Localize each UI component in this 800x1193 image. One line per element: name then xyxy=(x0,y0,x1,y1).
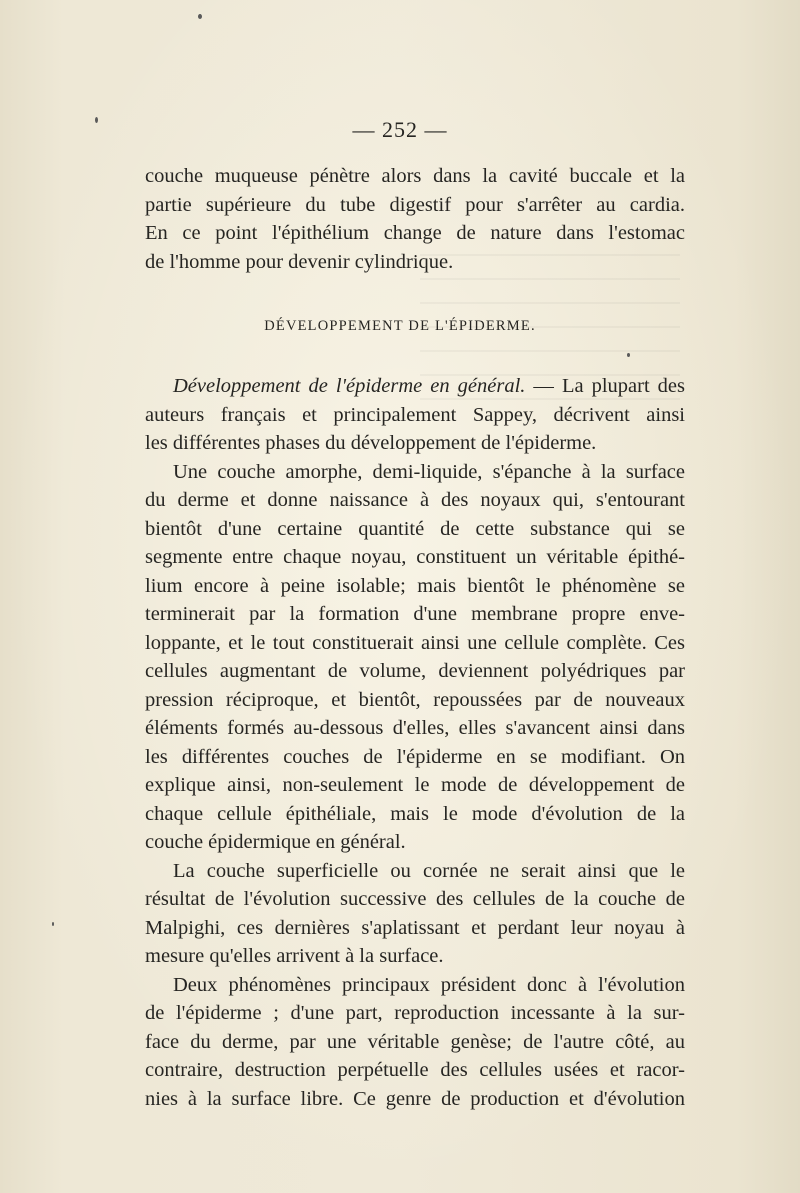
text-line: de l'épiderme ; d'une part, reproduction incessante à la sur- xyxy=(145,1002,685,1024)
text-line: nies à la surface libre. Ce genre de production et d'évolution xyxy=(145,1087,685,1110)
text-line: mesure qu'elles arrivent à la surface. xyxy=(145,945,444,967)
text-line: de l'homme pour devenir cylindrique. xyxy=(145,250,454,273)
text-line: partie supérieure du tube digestif pour s'arrêter au cardia. xyxy=(145,193,685,216)
text-line: pression réciproque, et bientôt, repoussées par de nouveaux xyxy=(145,688,685,711)
text-line: Malpighi, ces dernières s'aplatissant et perdant leur noyau à xyxy=(145,916,685,939)
text-line: éléments formés au-dessous d'elles, elles s'avancent ainsi dans xyxy=(145,717,685,739)
page-number: — 252 — xyxy=(352,117,448,142)
text-line: Une couche amorphe, demi-liquide, s'épanche à la surface xyxy=(173,460,685,483)
text-line: couche épidermique en général. xyxy=(145,831,406,853)
text-line: loppante, et le tout constituerait ainsi une cellule complète. Ces xyxy=(145,631,685,654)
text-line: explique ainsi, non-seulement le mode de développement de xyxy=(145,774,685,796)
text-line: face du derme, par une véritable genèse; de l'autre côté, au xyxy=(145,1030,685,1053)
text-line: du derme et donne naissance à des noyaux qui, s'entourant xyxy=(145,489,685,511)
paragraph xyxy=(145,971,685,1114)
paragraph-continued xyxy=(145,162,685,276)
paragraph-intro xyxy=(145,372,685,458)
text-run: — La plupart des xyxy=(525,375,685,397)
text-line: cellules augmentant de volume, deviennent polyédriques par xyxy=(145,660,685,682)
paragraph xyxy=(145,458,685,857)
text-line: auteurs français et principalement Sappey, décrivent ainsi xyxy=(145,403,685,426)
text-line: contraire, destruction perpétuelle des cellules usées et racor- xyxy=(145,1059,685,1081)
section-heading: DÉVELOPPEMENT DE L'ÉPIDERME. xyxy=(264,318,536,334)
text-line: résultat de l'évolution successive des cellules de la couche de xyxy=(145,888,685,910)
text-line xyxy=(145,372,685,401)
text-line: chaque cellule épithéliale, mais le mode d'évolution de la xyxy=(145,802,685,825)
text-line: les différentes phases du développement de l'épiderme. xyxy=(145,432,597,454)
text-line: terminerait par la formation d'une membrane propre enve- xyxy=(145,603,685,625)
paper-speck xyxy=(52,922,54,926)
paper-speck xyxy=(627,353,630,357)
paragraph xyxy=(145,857,685,971)
text-line: En ce point l'épithélium change de nature dans l'estomac xyxy=(145,222,685,244)
text-line: couche muqueuse pénètre alors dans la cavité buccale et la xyxy=(145,165,685,187)
text-line: bientôt d'une certaine quantité de cette substance qui se xyxy=(145,517,685,540)
italic-lead-title: Développement de l'épiderme en général. xyxy=(173,375,526,397)
text-line: segmente entre chaque noyau, constituent un véritable épithé- xyxy=(145,546,685,568)
paper-speck xyxy=(198,14,202,19)
text-line: les différentes couches de l'épiderme en se modifiant. On xyxy=(145,745,685,768)
text-line: lium encore à peine isolable; mais bientôt le phénomène se xyxy=(145,574,685,597)
text-line: La couche superficielle ou cornée ne serait ainsi que le xyxy=(173,859,685,882)
text-line: Deux phénomènes principaux président donc à l'évolution xyxy=(173,973,685,996)
